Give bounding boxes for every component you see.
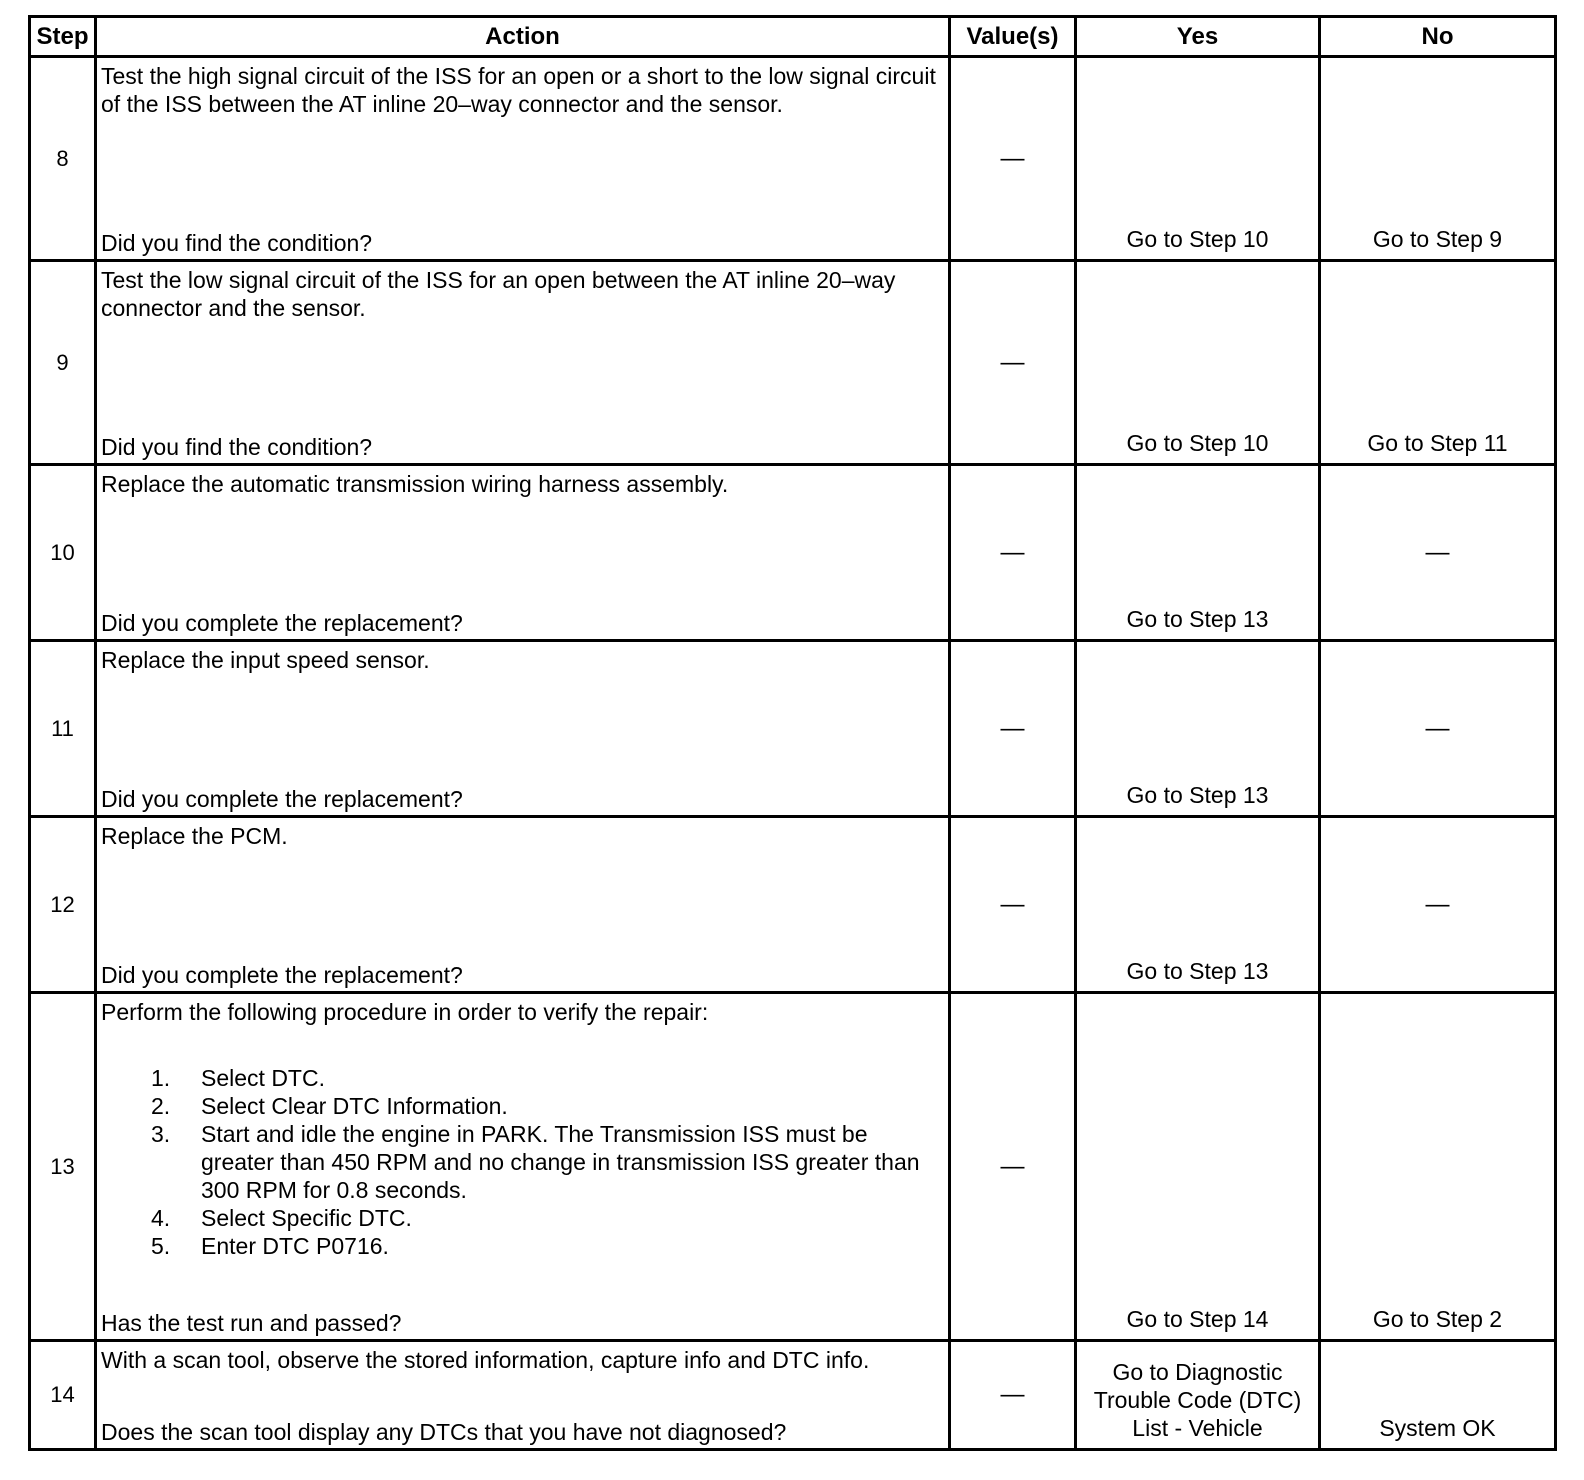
table-row xyxy=(30,993,1556,1341)
step-number: 9 xyxy=(30,261,96,465)
value-cell: — xyxy=(950,817,1076,993)
yes-text: Go to Diagnostic Trouble Code (DTC) List - Vehicle xyxy=(1093,1359,1302,1441)
no-text: Go to Step 11 xyxy=(1367,430,1508,456)
table-row xyxy=(30,57,1556,261)
action-cell xyxy=(96,57,950,261)
no-cell xyxy=(1320,1341,1556,1450)
header-action: Action xyxy=(96,17,950,57)
header-step: Step xyxy=(30,17,96,57)
step-number: 14 xyxy=(30,1341,96,1450)
action-cell xyxy=(96,261,950,465)
table-row xyxy=(30,465,1556,641)
action-text: Replace the PCM. xyxy=(101,823,288,849)
no-cell: — xyxy=(1320,465,1556,641)
procedure-step: 4. Select Specific DTC. xyxy=(151,1205,412,1231)
procedure-step: 2. Select Clear DTC Information. xyxy=(151,1093,508,1119)
table-row xyxy=(30,1341,1556,1450)
no-cell: — xyxy=(1320,817,1556,993)
no-cell: — xyxy=(1320,641,1556,817)
procedure-step: 3. Start and idle the engine in PARK. The Transmission ISS must be greater than 450 RPM and no change in transmission ISS greater than 300 RPM for 0.8 seconds. xyxy=(151,1121,920,1203)
no-cell xyxy=(1320,261,1556,465)
yes-cell xyxy=(1076,817,1320,993)
no-cell xyxy=(1320,993,1556,1341)
yes-text: Go to Step 10 xyxy=(1126,430,1269,456)
action-cell xyxy=(96,1341,950,1450)
yes-text: Go to Step 13 xyxy=(1126,606,1269,632)
action-question: Did you complete the replacement? xyxy=(101,962,463,988)
no-text: System OK xyxy=(1379,1415,1496,1441)
table-row xyxy=(30,261,1556,465)
action-text: Perform the following procedure in order to verify the repair: xyxy=(101,999,709,1025)
action-question: Did you find the condition? xyxy=(101,230,373,256)
action-text: Replace the automatic transmission wiring harness assembly. xyxy=(101,471,729,497)
value-cell: — xyxy=(950,641,1076,817)
action-question: Did you complete the replacement? xyxy=(101,786,463,812)
yes-cell xyxy=(1076,261,1320,465)
action-question: Does the scan tool display any DTCs that you have not diagnosed? xyxy=(101,1419,787,1445)
yes-cell xyxy=(1076,1341,1320,1450)
header-row xyxy=(30,17,1556,57)
table-row xyxy=(30,641,1556,817)
action-question: Did you complete the replacement? xyxy=(101,610,463,636)
yes-text: Go to Step 13 xyxy=(1126,958,1269,984)
action-cell xyxy=(96,993,950,1341)
step-number: 12 xyxy=(30,817,96,993)
step-number: 10 xyxy=(30,465,96,641)
action-text: Replace the input speed sensor. xyxy=(101,647,430,673)
no-text: Go to Step 2 xyxy=(1372,1306,1503,1332)
header-no: No xyxy=(1320,17,1556,57)
diagnostic-table xyxy=(28,15,1557,1451)
action-question: Did you find the condition? xyxy=(101,434,373,460)
yes-cell xyxy=(1076,57,1320,261)
value-cell: — xyxy=(950,1341,1076,1450)
value-cell: — xyxy=(950,993,1076,1341)
yes-text: Go to Step 10 xyxy=(1126,226,1269,252)
yes-text: Go to Step 14 xyxy=(1126,1306,1269,1332)
action-cell xyxy=(96,465,950,641)
procedure-list xyxy=(101,1064,944,1260)
step-number: 11 xyxy=(30,641,96,817)
value-cell: — xyxy=(950,261,1076,465)
table-row xyxy=(30,817,1556,993)
action-cell xyxy=(96,817,950,993)
action-cell xyxy=(96,641,950,817)
yes-cell xyxy=(1076,465,1320,641)
step-number: 8 xyxy=(30,57,96,261)
step-number: 13 xyxy=(30,993,96,1341)
value-cell: — xyxy=(950,57,1076,261)
procedure-step: 1. Select DTC. xyxy=(151,1065,325,1091)
action-question: Has the test run and passed? xyxy=(101,1310,402,1336)
no-text: Go to Step 9 xyxy=(1372,226,1503,252)
action-text: With a scan tool, observe the stored information, capture info and DTC info. xyxy=(101,1347,870,1373)
value-cell: — xyxy=(950,465,1076,641)
yes-cell xyxy=(1076,641,1320,817)
procedure-step: 5. Enter DTC P0716. xyxy=(151,1233,389,1259)
yes-cell xyxy=(1076,993,1320,1341)
action-text: Test the high signal circuit of the ISS for an open or a short to the low signal circuit of the ISS between the AT inline 20–way connector and the sensor. xyxy=(101,63,936,117)
yes-text: Go to Step 13 xyxy=(1126,782,1269,808)
action-text: Test the low signal circuit of the ISS for an open between the AT inline 20–way connector and the sensor. xyxy=(101,267,896,321)
no-cell xyxy=(1320,57,1556,261)
header-values: Value(s) xyxy=(950,17,1076,57)
header-yes: Yes xyxy=(1076,17,1320,57)
